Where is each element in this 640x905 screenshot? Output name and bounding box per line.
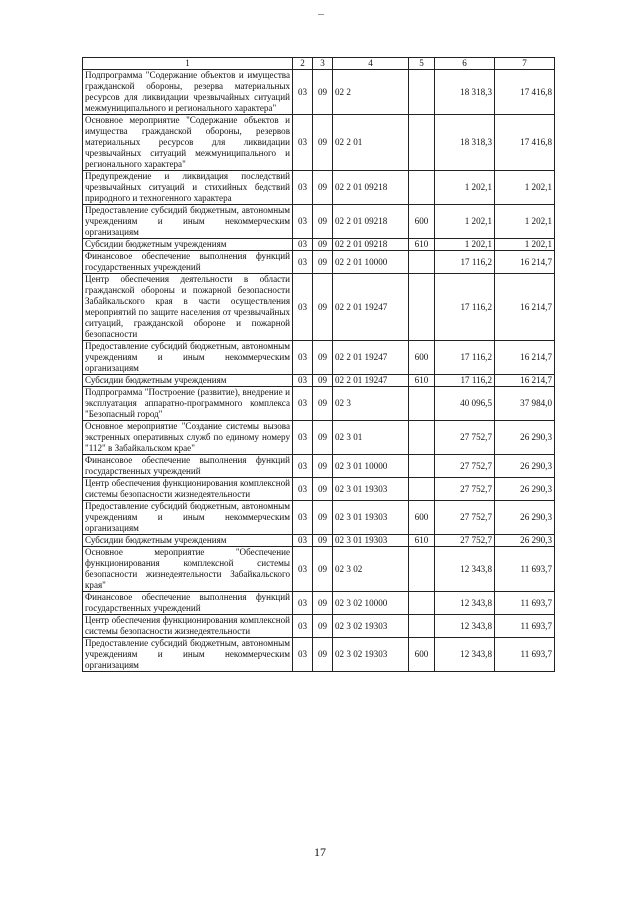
cell-subsection: 09 [313,70,333,115]
table-row [83,478,555,501]
cell-subsection: 09 [313,592,333,615]
cell-section: 03 [293,501,313,535]
cell-target-code: 02 3 02 10000 [333,592,409,615]
cell-amount-2: 11 693,7 [495,615,555,638]
cell-amount-2: 16 214,7 [495,274,555,341]
cell-amount-1: 18 318,3 [435,115,495,171]
cell-section: 03 [293,478,313,501]
cell-subsection: 09 [313,274,333,341]
scan-mark [318,14,324,15]
header-col-1: 1 [83,58,293,70]
cell-expense-type: 600 [409,341,435,375]
cell-section: 03 [293,638,313,672]
cell-amount-1: 12 343,8 [435,547,495,592]
cell-amount-1: 1 202,1 [435,205,495,239]
table-row [83,274,555,341]
cell-amount-2: 16 214,7 [495,251,555,274]
cell-expense-type [409,547,435,592]
table-row [83,421,555,455]
cell-expense-type [409,274,435,341]
cell-target-code: 02 3 [333,387,409,421]
cell-target-code: 02 2 01 19247 [333,274,409,341]
cell-target-code: 02 3 02 19303 [333,638,409,672]
table-body [83,70,555,672]
cell-name: Подпрограмма "Построение (развитие), внедрение и эксплуатация аппаратно-программного комплекса "Безопасный город" [83,387,293,421]
cell-section: 03 [293,615,313,638]
cell-target-code: 02 3 01 [333,421,409,455]
cell-amount-2: 1 202,1 [495,171,555,205]
cell-subsection: 09 [313,387,333,421]
cell-amount-2: 11 693,7 [495,547,555,592]
cell-section: 03 [293,375,313,387]
header-col-6: 6 [435,58,495,70]
cell-amount-2: 26 290,3 [495,478,555,501]
cell-expense-type [409,70,435,115]
cell-name: Основное мероприятие "Создание системы вызова экстренных оперативных служб по единому номеру "112" в Забайкальском крае" [83,421,293,455]
cell-name: Предоставление субсидий бюджетным, автономным учреждениям и иным некоммерческим организациям [83,501,293,535]
cell-section: 03 [293,251,313,274]
cell-name: Основное мероприятие "Содержание объектов и имущества гражданской обороны, резервов материальных ресурсов для ликвидации чрезвычайных ситуаций межмуниципального и регионального характера" [83,115,293,171]
cell-subsection: 09 [313,547,333,592]
cell-amount-1: 12 343,8 [435,638,495,672]
cell-amount-2: 11 693,7 [495,638,555,672]
cell-target-code: 02 2 01 [333,115,409,171]
cell-amount-1: 27 752,7 [435,421,495,455]
table-row [83,638,555,672]
cell-expense-type [409,171,435,205]
cell-name: Субсидии бюджетным учреждениям [83,535,293,547]
cell-amount-1: 17 116,2 [435,341,495,375]
cell-amount-1: 27 752,7 [435,535,495,547]
cell-amount-2: 26 290,3 [495,455,555,478]
cell-name: Субсидии бюджетным учреждениям [83,239,293,251]
cell-section: 03 [293,205,313,239]
cell-expense-type: 610 [409,535,435,547]
cell-amount-1: 18 318,3 [435,70,495,115]
cell-subsection: 09 [313,251,333,274]
cell-section: 03 [293,70,313,115]
cell-expense-type: 600 [409,501,435,535]
cell-expense-type [409,251,435,274]
table-row [83,205,555,239]
cell-amount-1: 12 343,8 [435,592,495,615]
cell-subsection: 09 [313,501,333,535]
cell-subsection: 09 [313,421,333,455]
cell-target-code: 02 2 [333,70,409,115]
cell-name: Основное мероприятие "Обеспечение функционирования комплексной системы безопасности жизнедеятельности Забайкальского края" [83,547,293,592]
cell-amount-1: 1 202,1 [435,239,495,251]
cell-subsection: 09 [313,638,333,672]
cell-section: 03 [293,455,313,478]
table-row [83,592,555,615]
table-row [83,239,555,251]
cell-amount-1: 17 116,2 [435,274,495,341]
cell-subsection: 09 [313,239,333,251]
cell-subsection: 09 [313,455,333,478]
cell-amount-1: 12 343,8 [435,615,495,638]
header-col-5: 5 [409,58,435,70]
cell-amount-1: 27 752,7 [435,455,495,478]
table-row [83,375,555,387]
cell-subsection: 09 [313,535,333,547]
cell-target-code: 02 3 02 [333,547,409,592]
cell-section: 03 [293,274,313,341]
cell-expense-type: 610 [409,239,435,251]
cell-section: 03 [293,171,313,205]
cell-name: Предоставление субсидий бюджетным, автономным учреждениям и иным некоммерческим организациям [83,638,293,672]
cell-target-code: 02 2 01 09218 [333,205,409,239]
table-row [83,535,555,547]
cell-amount-2: 1 202,1 [495,205,555,239]
table-row [83,547,555,592]
cell-target-code: 02 3 01 19303 [333,535,409,547]
cell-expense-type: 600 [409,638,435,672]
cell-name: Предоставление субсидий бюджетным, автономным учреждениям и иным некоммерческим организациям [83,205,293,239]
table-row [83,501,555,535]
cell-target-code: 02 3 01 10000 [333,455,409,478]
cell-subsection: 09 [313,375,333,387]
cell-subsection: 09 [313,115,333,171]
table-row [83,341,555,375]
cell-name: Предоставление субсидий бюджетным, автономным учреждениям и иным некоммерческим организациям [83,341,293,375]
cell-name: Подпрограмма "Содержание объектов и имущества гражданской обороны, резерва материальных ресурсов для ликвидации чрезвычайных ситуаций межмуниципального и регионального характера" [83,70,293,115]
cell-amount-2: 16 214,7 [495,375,555,387]
cell-amount-1: 17 116,2 [435,375,495,387]
cell-expense-type: 600 [409,205,435,239]
table-row [83,171,555,205]
cell-section: 03 [293,341,313,375]
header-col-3: 3 [313,58,333,70]
cell-amount-2: 26 290,3 [495,421,555,455]
cell-amount-2: 26 290,3 [495,535,555,547]
cell-section: 03 [293,421,313,455]
cell-expense-type [409,455,435,478]
cell-amount-2: 17 416,8 [495,70,555,115]
cell-amount-1: 17 116,2 [435,251,495,274]
header-col-4: 4 [333,58,409,70]
cell-target-code: 02 3 02 19303 [333,615,409,638]
cell-target-code: 02 2 01 09218 [333,239,409,251]
cell-expense-type [409,592,435,615]
cell-amount-1: 1 202,1 [435,171,495,205]
cell-expense-type [409,115,435,171]
cell-name: Предупреждение и ликвидация последствий чрезвычайных ситуаций и стихийных бедствий природного и техногенного характера [83,171,293,205]
cell-amount-2: 37 984,0 [495,387,555,421]
budget-table [82,57,555,672]
cell-section: 03 [293,547,313,592]
cell-expense-type [409,615,435,638]
cell-expense-type: 610 [409,375,435,387]
cell-subsection: 09 [313,478,333,501]
cell-section: 03 [293,115,313,171]
cell-expense-type [409,387,435,421]
cell-name: Финансовое обеспечение выполнения функций государственных учреждений [83,592,293,615]
cell-subsection: 09 [313,171,333,205]
cell-name: Субсидии бюджетным учреждениям [83,375,293,387]
cell-amount-2: 11 693,7 [495,592,555,615]
table-row [83,387,555,421]
cell-amount-1: 40 096,5 [435,387,495,421]
header-col-2: 2 [293,58,313,70]
cell-target-code: 02 2 01 19247 [333,375,409,387]
cell-section: 03 [293,239,313,251]
cell-amount-2: 1 202,1 [495,239,555,251]
cell-name: Финансовое обеспечение выполнения функций государственных учреждений [83,251,293,274]
cell-amount-2: 26 290,3 [495,501,555,535]
table-row [83,615,555,638]
table-row [83,455,555,478]
table-header-row [83,58,555,70]
cell-target-code: 02 3 01 19303 [333,478,409,501]
table-row [83,115,555,171]
cell-section: 03 [293,387,313,421]
cell-amount-2: 17 416,8 [495,115,555,171]
cell-section: 03 [293,592,313,615]
cell-target-code: 02 2 01 10000 [333,251,409,274]
cell-subsection: 09 [313,205,333,239]
cell-subsection: 09 [313,615,333,638]
cell-name: Финансовое обеспечение выполнения функций государственных учреждений [83,455,293,478]
cell-section: 03 [293,535,313,547]
header-col-7: 7 [495,58,555,70]
cell-name: Центр обеспечения деятельности в области гражданской обороны и пожарной безопасности Забайкальского края в части осуществления мероприятий по защите населения от чрезвычайных ситуаций, гражданской обороне и пожарной безопасности [83,274,293,341]
cell-target-code: 02 2 01 19247 [333,341,409,375]
table-row [83,70,555,115]
cell-subsection: 09 [313,341,333,375]
cell-name: Центр обеспечения функционирования комплексной системы безопасности жизнедеятельности [83,478,293,501]
cell-target-code: 02 3 01 19303 [333,501,409,535]
cell-name: Центр обеспечения функционирования комплексной системы безопасности жизнедеятельности [83,615,293,638]
cell-target-code: 02 2 01 09218 [333,171,409,205]
page-number: 17 [314,845,326,859]
cell-expense-type [409,478,435,501]
cell-amount-2: 16 214,7 [495,341,555,375]
cell-expense-type [409,421,435,455]
cell-amount-1: 27 752,7 [435,501,495,535]
table-row [83,251,555,274]
cell-amount-1: 27 752,7 [435,478,495,501]
